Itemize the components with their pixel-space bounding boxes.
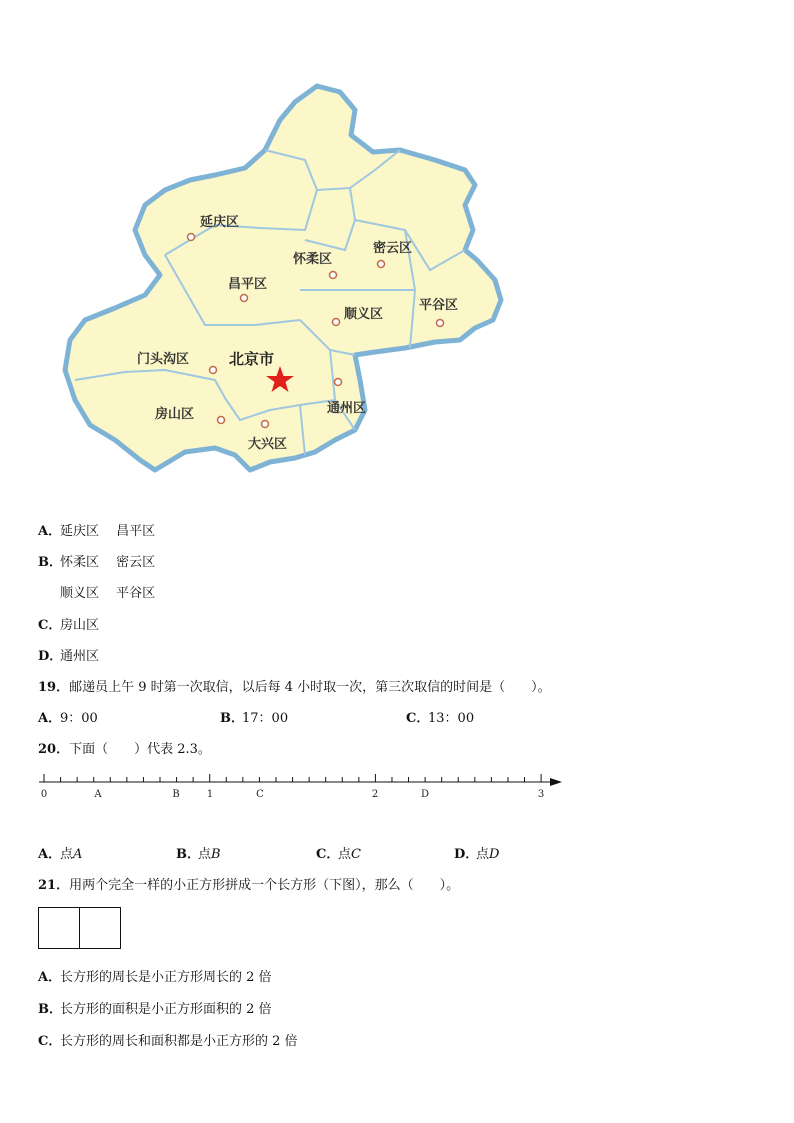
q20-option-a: [38, 843, 176, 862]
option-text: 长方形的周长和面积都是小正方形的 2 倍: [60, 1034, 298, 1049]
label-tongzhou: 通州区: [327, 401, 367, 416]
q20-option-b: [176, 843, 316, 862]
option-letter: B．: [38, 1002, 62, 1017]
option-text: 13：00: [428, 711, 475, 726]
q21-option-b: [38, 998, 272, 1017]
option-text: 房山区: [60, 618, 100, 633]
point-label-a: A: [94, 789, 102, 800]
number-line-arrow: [550, 778, 562, 786]
two-squares-figure: [38, 907, 122, 949]
q18-option-c: [38, 614, 99, 633]
q20-stem: [38, 738, 211, 757]
option-letter: D．: [38, 649, 63, 664]
option-letter: A．: [38, 847, 62, 862]
square-right: [79, 907, 121, 949]
marker-yanqing: [188, 234, 195, 241]
label-miyun: 密云区: [373, 241, 413, 256]
q20-option-c: [316, 843, 454, 862]
marker-fangshan: [218, 417, 225, 424]
option-var: D: [489, 847, 500, 862]
option-letter: A．: [38, 970, 62, 985]
option-text: 点: [198, 847, 212, 862]
option-letter: B．: [176, 847, 200, 862]
tick-label-2: 2: [371, 789, 379, 800]
marker-huairou: [330, 272, 337, 279]
marker-shunyi: [333, 319, 340, 326]
option-letter: A．: [38, 524, 62, 539]
option-text: 点: [476, 847, 490, 862]
tick-label-0: 0: [40, 789, 48, 800]
option-text: 长方形的周长是小正方形周长的 2 倍: [60, 970, 272, 985]
option-text: 长方形的面积是小正方形面积的 2 倍: [60, 1002, 272, 1017]
option-text: 怀柔区 密云区: [60, 555, 156, 570]
question-text: 邮递员上午 9 时第一次取信，以后每 4 小时取一次，第三次取信的时间是（ ）。: [69, 680, 551, 695]
beijing-district-map: [55, 80, 545, 510]
option-text: 顺义区 平谷区: [60, 586, 156, 601]
option-text: 9：00: [60, 711, 98, 726]
option-letter: D．: [454, 847, 479, 862]
q19-stem: [38, 676, 551, 695]
option-var: C: [351, 847, 361, 862]
q19-option-a: [38, 707, 220, 726]
marker-tongzhou: [335, 379, 342, 386]
option-letter: C．: [316, 847, 340, 862]
option-letter: C．: [38, 1034, 62, 1049]
option-letter: C．: [406, 711, 430, 726]
q18-option-b-cont: [38, 582, 155, 601]
label-huairou: 怀柔区: [293, 252, 333, 267]
question-number: 20．: [38, 742, 70, 757]
marker-pinggu: [437, 320, 444, 327]
option-letter: B．: [220, 711, 244, 726]
label-pinggu: 平谷区: [419, 298, 459, 313]
map-outline: [65, 86, 501, 470]
option-text: 通州区: [60, 649, 100, 664]
marker-changping: [241, 295, 248, 302]
tick-label-1: 1: [206, 789, 214, 800]
q21-option-a: [38, 966, 272, 985]
label-shunyi: 顺义区: [344, 307, 384, 322]
option-text: 17：00: [242, 711, 289, 726]
map-svg: [55, 80, 545, 510]
question-text: 用两个完全一样的小正方形拼成一个长方形（下图），那么（ ）。: [69, 878, 460, 893]
number-line: [36, 765, 576, 805]
option-letter: C．: [38, 618, 62, 633]
question-number: 21．: [38, 878, 70, 893]
label-capital: 北京市: [229, 350, 275, 368]
option-var: B: [211, 847, 221, 862]
marker-daxing: [262, 421, 269, 428]
q18-option-d: [38, 645, 99, 664]
square-left: [38, 907, 80, 949]
tick-label-3: 3: [537, 789, 545, 800]
option-var: A: [73, 847, 83, 862]
option-letter: B．: [38, 555, 62, 570]
q19-option-b: [220, 707, 406, 726]
question-text: 下面（ ）代表 2.3。: [69, 742, 211, 757]
marker-miyun: [378, 261, 385, 268]
q20-option-d: [454, 843, 499, 862]
q20-options: [38, 843, 558, 862]
q21-option-c: [38, 1030, 298, 1049]
label-fangshan: 房山区: [155, 407, 195, 422]
q19-option-c: [406, 707, 474, 726]
label-yanqing: 延庆区: [200, 215, 240, 230]
option-text: 点: [60, 847, 74, 862]
q19-options: [38, 707, 538, 726]
point-label-b: B: [172, 789, 180, 800]
point-label-c: C: [256, 789, 264, 800]
q21-stem: [38, 874, 459, 893]
q18-option-a: [38, 520, 155, 539]
option-text: 点: [338, 847, 352, 862]
label-changping: 昌平区: [228, 277, 268, 292]
option-text: 延庆区 昌平区: [60, 524, 156, 539]
point-label-d: D: [420, 789, 430, 800]
label-mentougou: 门头沟区: [137, 352, 190, 367]
number-line-svg: [36, 765, 576, 805]
question-number: 19．: [38, 680, 70, 695]
marker-mentougou: [210, 367, 217, 374]
label-daxing: 大兴区: [248, 437, 288, 452]
option-letter: A．: [38, 711, 62, 726]
q18-option-b: [38, 551, 155, 570]
